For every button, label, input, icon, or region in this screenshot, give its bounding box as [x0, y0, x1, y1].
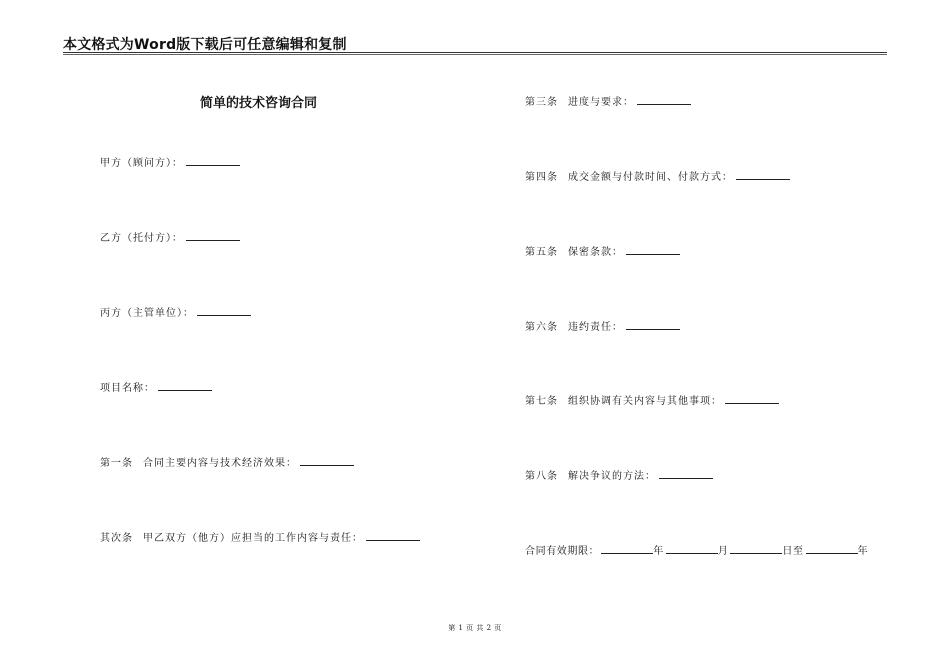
article-5-blank[interactable]: [626, 244, 680, 255]
validity-start-day-blank[interactable]: [730, 543, 782, 554]
party-a-line: [100, 154, 240, 169]
article-5-label: 保密条款：: [568, 247, 623, 258]
party-c-label: 丙方（主管单位）：: [100, 308, 194, 319]
article-7-line: [525, 392, 779, 407]
party-b-line: [100, 229, 240, 244]
article-2-number: 其次条: [100, 533, 133, 544]
party-b-label: 乙方（托付方）：: [100, 233, 183, 244]
validity-year-2: 年: [857, 546, 869, 557]
article-5-line: [525, 243, 680, 258]
article-1-line: [100, 454, 354, 469]
validity-start-month-blank[interactable]: [666, 543, 718, 554]
article-1-number: 第一条: [100, 458, 133, 469]
article-2-blank[interactable]: [366, 530, 420, 541]
party-a-label: 甲方（顾问方）：: [100, 158, 183, 169]
article-6-line: [525, 318, 680, 333]
project-name-blank[interactable]: [158, 380, 212, 391]
article-8-line: [525, 467, 713, 482]
article-7-blank[interactable]: [725, 393, 779, 404]
validity-day-to: 日至: [782, 546, 804, 557]
validity-label: 合同有效期限：: [525, 546, 600, 557]
article-3-blank[interactable]: [637, 94, 691, 105]
article-1-label: 合同主要内容与技术经济效果：: [143, 458, 297, 469]
article-6-label: 违约责任：: [568, 322, 623, 333]
validity-line: [525, 542, 868, 557]
validity-month: 月: [717, 546, 729, 557]
article-3-label: 进度与要求：: [568, 97, 634, 108]
article-7-label: 组织协调有关内容与其他事项：: [568, 396, 722, 407]
article-4-label: 成交金额与付款时间、付款方式：: [568, 172, 733, 183]
validity-start-year-blank[interactable]: [601, 543, 653, 554]
article-4-line: [525, 168, 790, 183]
project-name-line: [100, 379, 212, 394]
party-a-blank[interactable]: [186, 155, 240, 166]
header-divider: [63, 52, 887, 53]
party-c-line: [100, 304, 251, 319]
party-b-blank[interactable]: [186, 230, 240, 241]
article-8-number: 第八条: [525, 471, 558, 482]
validity-year-1: 年: [653, 546, 664, 557]
document-header: 本文格式为Word版下载后可任意编辑和复制: [63, 37, 347, 53]
article-5-number: 第五条: [525, 247, 558, 258]
article-2-label: 甲乙双方（他方）应担当的工作内容与责任：: [143, 533, 363, 544]
party-c-blank[interactable]: [197, 305, 251, 316]
article-8-blank[interactable]: [659, 468, 713, 479]
project-name-label: 项目名称：: [100, 383, 155, 394]
article-6-blank[interactable]: [626, 319, 680, 330]
article-4-blank[interactable]: [736, 169, 790, 180]
article-4-number: 第四条: [525, 172, 558, 183]
article-8-label: 解决争议的方法：: [568, 471, 656, 482]
article-6-number: 第六条: [525, 322, 558, 333]
document-title: 简单的技术咨询合同: [200, 96, 318, 111]
article-7-number: 第七条: [525, 396, 558, 407]
header-divider-secondary: [63, 54, 887, 55]
validity-end-year-blank[interactable]: [806, 543, 858, 554]
page-number: 第 1 页 共 2 页: [448, 624, 502, 632]
article-3-line: [525, 93, 691, 108]
article-2-line: [100, 529, 420, 544]
article-3-number: 第三条: [525, 97, 558, 108]
article-1-blank[interactable]: [300, 455, 354, 466]
